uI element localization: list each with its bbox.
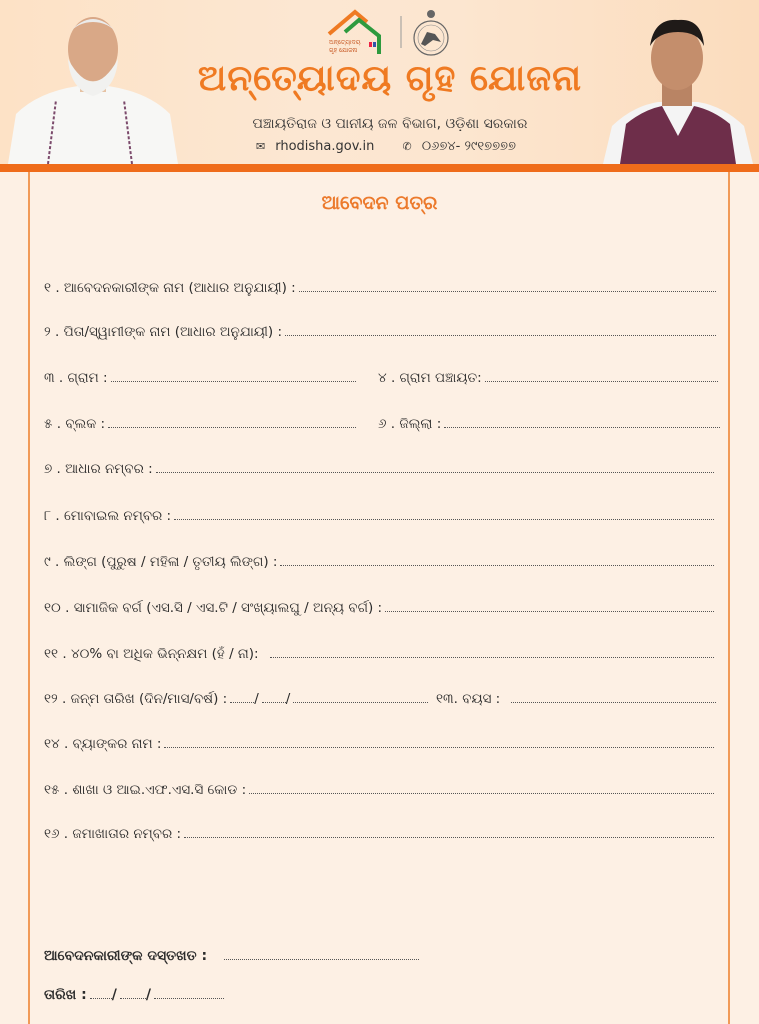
applicant-name-input[interactable] — [299, 290, 716, 292]
odisha-emblem-icon — [414, 10, 448, 55]
village-input[interactable] — [111, 380, 356, 382]
phone-item — [403, 139, 524, 154]
portrait-left-image — [8, 4, 178, 164]
field-number: ୧୫ . — [44, 782, 69, 798]
field-number: ୨ . — [44, 324, 60, 340]
field-number: ୭ . — [44, 461, 61, 477]
date-separator: / — [285, 691, 291, 707]
header-divider-band — [0, 164, 759, 172]
field-row-gram-panchayat — [378, 366, 718, 386]
field-row-branch-ifsc — [44, 778, 714, 798]
dob-day-input[interactable] — [230, 701, 254, 703]
field-row-account-number — [44, 822, 714, 842]
bank-name-input[interactable] — [164, 746, 714, 748]
field-row-aadhaar — [44, 457, 714, 477]
scheme-house-logo — [325, 8, 460, 58]
field-row-mobile — [44, 504, 714, 524]
field-row-block — [44, 412, 356, 432]
mobile-number-input[interactable] — [174, 518, 714, 520]
date-separator: / — [111, 987, 117, 1003]
date-month-input[interactable] — [120, 997, 146, 999]
contact-info — [180, 139, 600, 154]
field-row-district — [378, 412, 720, 432]
field-label: ପିତା/ସ୍ୱାମୀଙ୍କ ନାମ (ଆଧାର ଅନୁଯାୟୀ) : — [63, 324, 282, 340]
field-label: ବ୍ଲକ : — [65, 416, 106, 432]
block-input[interactable] — [108, 426, 356, 428]
phone-text: ୦୬୭୪- ୨୯୧୭୭୭୭ — [421, 139, 516, 154]
branch-ifsc-input[interactable] — [249, 792, 714, 794]
field-row-gender — [44, 550, 714, 570]
svg-text:ଗୃହ ଯୋଜନା: ଗୃହ ଯୋଜନା — [329, 47, 358, 54]
field-row-bank-name — [44, 732, 714, 752]
dob-month-input[interactable] — [262, 701, 286, 703]
disability-input[interactable] — [270, 656, 714, 658]
aadhaar-number-input[interactable] — [156, 471, 714, 473]
field-label: ଶାଖା ଓ ଆଇ.ଏଫ.ଏସ.ସି କୋଡ : — [72, 782, 247, 798]
email-icon: ✉ — [256, 140, 266, 153]
field-label: ଜମାଖାତାର ନମ୍ବର : — [72, 826, 182, 842]
gram-panchayat-input[interactable] — [485, 380, 718, 382]
field-number: ୧୪ . — [44, 736, 69, 752]
gender-input[interactable] — [280, 564, 714, 566]
field-row-village — [44, 366, 356, 386]
father-husband-name-input[interactable] — [285, 334, 716, 336]
field-number: ୧୦ . — [44, 600, 70, 616]
field-row-applicant-name — [44, 276, 716, 296]
field-label: ମୋବାଇଲ ନମ୍ବର : — [63, 508, 172, 524]
field-number: ୧ . — [44, 280, 60, 296]
social-category-input[interactable] — [385, 610, 714, 612]
field-label: ଆବେଦନକାରୀଙ୍କ ନାମ (ଆଧାର ଅନୁଯାୟୀ) : — [63, 280, 296, 296]
field-number: ୫ . — [44, 416, 62, 432]
field-row-disability — [44, 642, 714, 662]
account-number-input[interactable] — [184, 836, 714, 838]
department-name: ପଞ୍ଚାୟତିରାଜ ଓ ପାନୀୟ ଜଳ ବିଭାଗ, ଓଡ଼ିଶା ସରକାର — [252, 116, 528, 132]
website-text: rhodisha.gov.in — [275, 139, 375, 154]
field-label: ଗ୍ରାମ : — [67, 370, 108, 386]
field-label: ଜନ୍ମ ତାରିଖ (ଦିନ/ମାସ/ବର୍ଷ) : — [70, 691, 228, 707]
scheme-title: ଅନ୍ତ୍ୟୋଦୟ ଗୃହ ଯୋଜନା — [197, 58, 583, 99]
field-number: ୧୬ . — [44, 826, 69, 842]
field-number: ୬ . — [378, 416, 396, 432]
dob-year-input[interactable] — [293, 701, 428, 703]
field-row-age — [436, 687, 716, 707]
date-separator: / — [145, 987, 151, 1003]
svg-text:ଅନ୍ତ୍ୟୋଦୟ: ଅନ୍ତ୍ୟୋଦୟ — [329, 39, 361, 46]
form-title: ଆବେଦନ ପତ୍ର — [321, 192, 438, 214]
date-label: ତାରିଖ : — [44, 987, 87, 1003]
field-number: ୧୩. — [436, 691, 458, 707]
signature-label: ଆବେଦନକାରୀଙ୍କ ଦସ୍ତଖତ : — [44, 948, 208, 964]
field-number: ୯ . — [44, 554, 60, 570]
header-banner — [0, 0, 759, 164]
portrait-right-image — [598, 6, 756, 164]
field-row-father-name — [44, 320, 716, 340]
field-row-social-category — [44, 596, 714, 616]
district-input[interactable] — [444, 426, 720, 428]
logos-group — [325, 8, 460, 58]
field-number: ୮ . — [44, 508, 60, 524]
date-year-input[interactable] — [154, 997, 224, 999]
field-label: ଜିଲ୍ଲା : — [399, 416, 442, 432]
date-separator: / — [254, 691, 259, 707]
field-number: ୩ . — [44, 370, 64, 386]
signature-row — [44, 944, 419, 964]
field-label: ସାମାଜିକ ବର୍ଗ (ଏସ.ସି / ଏସ.ଟି / ସଂଖ୍ୟାଲଘୁ / ଅନ୍ୟ ବର୍ଗ) : — [73, 600, 383, 616]
phone-icon: ✆ — [402, 140, 412, 153]
date-day-input[interactable] — [90, 997, 112, 999]
signature-input[interactable] — [224, 958, 419, 960]
field-number: ୧୨ . — [44, 691, 67, 707]
field-number: ୪ . — [378, 370, 396, 386]
field-label: ବୟସ : — [462, 691, 501, 707]
website-item — [256, 139, 382, 154]
field-label: ଲିଙ୍ଗ (ପୁରୁଷ / ମହିଳା / ତୃତୀୟ ଲିଙ୍ଗ) : — [63, 554, 278, 570]
field-label: ଆଧାର ନମ୍ବର : — [65, 461, 153, 477]
field-number: ୧୧ . — [44, 646, 67, 662]
field-row-dob — [44, 687, 428, 707]
field-label: ଗ୍ରାମ ପଞ୍ଚାୟତ: — [399, 370, 482, 386]
date-row — [44, 983, 224, 1003]
age-input[interactable] — [511, 701, 716, 703]
field-label: ବ୍ୟାଙ୍କର ନାମ : — [72, 736, 162, 752]
field-label: ୪୦% ବା ଅଧିକ ଭିନ୍ନକ୍ଷମ (ହଁ / ନା): — [70, 646, 259, 662]
